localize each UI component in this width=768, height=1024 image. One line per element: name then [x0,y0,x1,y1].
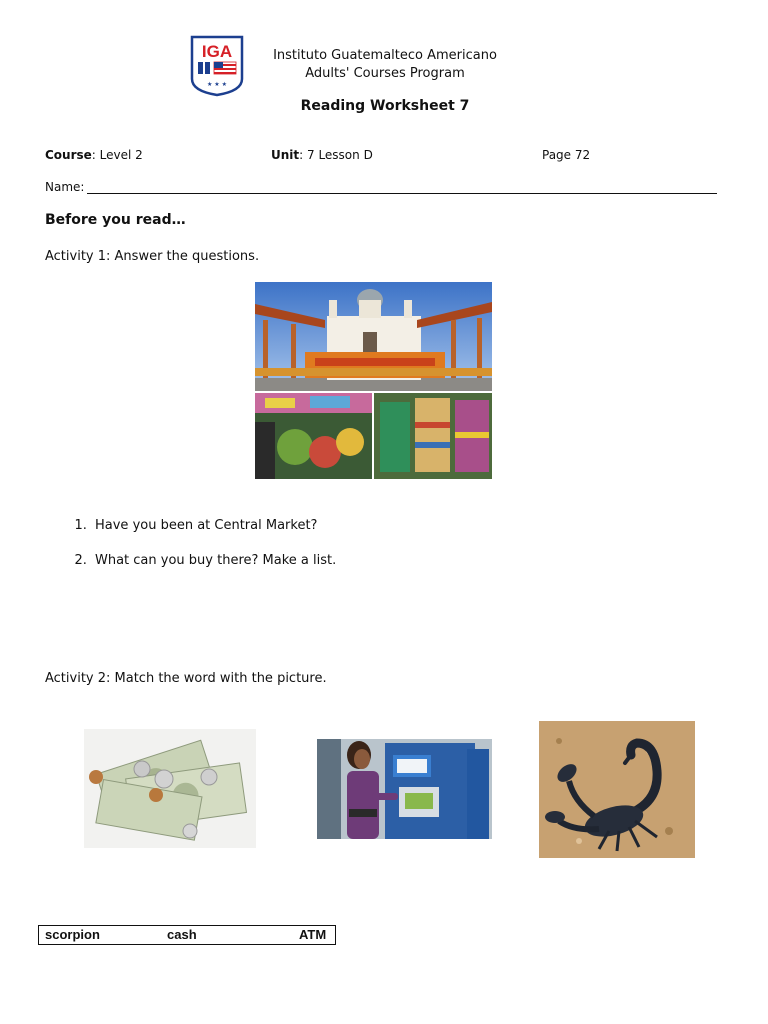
scorpion-photo [539,721,695,858]
section-heading: Before you read… [45,212,186,228]
question-2: 2. What can you buy there? Make a list. [91,553,336,568]
svg-text:★ ★ ★: ★ ★ ★ [207,81,227,88]
word-atm: ATM [299,927,327,942]
name-field[interactable] [87,181,717,194]
unit-label: Unit [271,148,300,162]
question-1: 1. Have you been at Central Market? [91,518,336,533]
course-label: Course [45,148,92,162]
svg-text:IGA: IGA [201,42,233,61]
page-number: Page 72 [542,148,591,162]
program-name: Adults' Courses Program [305,66,465,81]
word-cash: cash [167,927,197,942]
name-label: Name: [45,180,85,194]
word-bank [38,925,336,945]
atm-photo [317,739,492,839]
word-scorpion: scorpion [45,927,100,942]
course-value: : Level 2 [91,148,143,162]
activity2-instruction: Activity 2: Match the word with the picture. [45,671,327,686]
cash-photo [84,729,256,848]
course-info [45,148,143,162]
unit-info [271,148,373,162]
worksheet-title: Reading Worksheet 7 [300,98,470,114]
activity1-instruction: Activity 1: Answer the questions. [45,249,260,264]
activity1-questions [67,518,336,588]
institution-name: Instituto Guatemalteco Americano [273,48,497,63]
name-row [45,180,717,194]
unit-value: : 7 Lesson D [299,148,373,162]
central-market-photo [255,282,492,479]
